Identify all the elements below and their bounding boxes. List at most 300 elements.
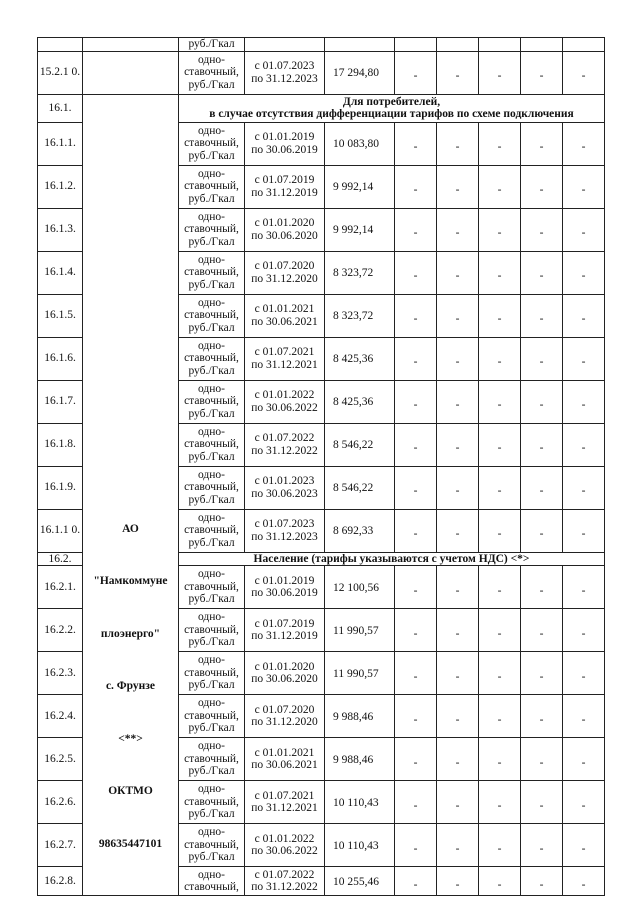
period-cell [245,122,325,165]
unit-cell [179,251,245,294]
unit-label-line: руб./Гкал [188,536,235,549]
dash-cell [437,380,479,423]
unit-label-line: ставочный, [184,137,239,150]
unit-label-line: ставочный, [184,395,239,408]
dash-cell [479,380,521,423]
dash-mark: - [413,442,418,455]
tariff-value: 8 323,72 [325,251,395,294]
empty-cell [563,38,605,52]
unit-label-line: руб./Гкал [188,593,235,606]
period-cell [245,294,325,337]
unit-label-line: одно- [197,568,225,581]
row-number: 16.2.2. [38,609,83,652]
dash-cell [563,51,605,94]
period-line: по 31.12.2021 [251,358,318,371]
organization-line: "Намкоммуне [93,575,168,587]
dash-cell [521,423,563,466]
unit-label-line: руб./Гкал [188,192,235,205]
section-title [179,94,605,122]
dash-cell [437,466,479,509]
section-row [38,94,605,122]
unit-label-line: ставочный, [184,524,239,537]
empty-cell [521,38,563,52]
dash-cell [563,122,605,165]
row-number: 16.1.4. [38,251,83,294]
dash-mark: - [455,799,460,812]
dash-cell [479,251,521,294]
tariff-value: 17 294,80 [325,51,395,94]
dash-cell [395,423,437,466]
period-cell [245,337,325,380]
dash-mark: - [539,485,544,498]
dash-mark: - [413,399,418,412]
period-cell [245,867,325,896]
organization-line: 98635447101 [98,837,163,850]
organization-line: АО [122,522,139,535]
unit-label-line: руб./Гкал [188,679,235,692]
dash-cell [521,867,563,896]
dash-mark: - [497,485,502,498]
row-number: 16.2.7. [38,824,83,867]
unit-label-line: руб./Гкал [188,493,235,506]
dash-mark: - [497,713,502,726]
unit-cell [179,695,245,738]
dash-cell [479,423,521,466]
dash-mark: - [455,227,460,240]
row-number: 16.1.1. [38,122,83,165]
tariff-value: 8 323,72 [325,294,395,337]
dash-mark: - [539,756,544,769]
dash-cell [437,165,479,208]
period-line: по 31.12.2020 [251,716,318,728]
dash-mark: - [455,141,460,154]
dash-cell [479,165,521,208]
empty-cell [395,38,437,52]
unit-label-line: одно- [197,740,225,753]
period-cell [245,609,325,652]
dash-mark: - [539,442,544,455]
dash-mark: - [413,70,418,83]
dash-mark: - [455,842,460,855]
tariff-value: 12 100,56 [325,566,395,609]
unit-cell [179,165,245,208]
dash-mark: - [539,670,544,683]
dash-cell [563,781,605,824]
row-number: 16.1.5. [38,294,83,337]
dash-cell [521,824,563,867]
dash-mark: - [497,584,502,597]
dash-cell [563,509,605,552]
dash-cell [479,695,521,738]
organization-line: ОКТМО [108,785,153,797]
dash-mark: - [581,627,586,640]
dash-mark: - [581,584,586,597]
row-number: 16.1.6. [38,337,83,380]
unit-label-line: ставочный, [184,180,239,193]
period-line: с 01.01.2022 [254,832,315,845]
unit-label-line: ставочный, [184,709,239,722]
unit-label-line: одно- [197,654,225,667]
period-line: по 31.12.2020 [251,272,318,285]
period-cell [245,509,325,552]
dash-cell [437,122,479,165]
dash-cell [521,509,563,552]
period-line: с 01.07.2022 [254,432,315,444]
organization-cell [83,94,179,896]
dash-cell [479,208,521,251]
organization-name [83,95,178,851]
section-title-line: в случае отсутствия дифференциации тарифов по схеме подключения [209,108,574,120]
dash-cell [563,867,605,896]
dash-mark: - [455,528,460,541]
dash-mark: - [539,842,544,855]
period-line: с 01.07.2020 [254,703,315,716]
unit-cell [179,208,245,251]
dash-cell [563,208,605,251]
dash-mark: - [581,313,586,326]
section-title: Население (тарифы указываются с учетом НДС) <*> [179,552,605,566]
period-line: с 01.07.2019 [254,174,315,186]
dash-mark: - [581,756,586,769]
dash-mark: - [497,799,502,812]
unit-cell [179,337,245,380]
row-number: 15.2.1 0. [38,51,83,94]
dash-mark: - [497,356,502,369]
tariff-value: 9 992,14 [325,165,395,208]
unit-cell [179,51,245,94]
period-line: с 01.07.2020 [254,260,315,272]
dash-cell [479,609,521,652]
dash-mark: - [539,713,544,726]
organization-cell-prev [83,51,179,94]
dash-cell [437,337,479,380]
period-cell [245,165,325,208]
dash-cell [521,380,563,423]
dash-cell [563,294,605,337]
organization-line: <**> [118,732,143,745]
dash-mark: - [581,799,586,812]
unit-cell [179,824,245,867]
dash-cell [395,566,437,609]
dash-cell [479,51,521,94]
dash-cell [479,294,521,337]
dash-cell [395,652,437,695]
period-cell [245,208,325,251]
dash-mark: - [413,842,418,855]
period-line: по 30.06.2023 [251,487,318,500]
unit-label-line: одно- [197,296,225,309]
row-number: 16.2.1. [38,566,83,609]
unit-label-line: одно- [197,468,225,481]
dash-mark: - [581,270,586,283]
dash-mark: - [581,141,586,154]
unit-label-line: руб./Гкал [188,78,235,91]
dash-mark: - [581,670,586,683]
dash-mark: - [497,270,502,283]
dash-mark: - [581,528,586,541]
dash-cell [479,466,521,509]
dash-cell [479,867,521,896]
tariff-value: 8 692,33 [325,509,395,552]
tariff-value: 8 546,22 [325,423,395,466]
row-number: 16.1.7. [38,380,83,423]
period-line: по 31.12.2021 [251,802,318,814]
dash-cell [563,337,605,380]
period-line: по 31.12.2022 [251,881,318,893]
dash-mark: - [413,227,418,240]
dash-mark: - [581,842,586,855]
dash-cell [521,51,563,94]
dash-cell [395,337,437,380]
dash-cell [479,122,521,165]
dash-cell [395,781,437,824]
dash-mark: - [413,485,418,498]
unit-label-line: ставочный, [184,881,239,893]
dash-cell [563,695,605,738]
unit-label-line: ставочный, [184,266,239,279]
unit-label-line: руб./Гкал [188,149,235,162]
tariff-value: 8 425,36 [325,380,395,423]
tariff-value: 10 110,43 [325,781,395,824]
period-cell [245,380,325,423]
dash-cell [437,652,479,695]
table-row [38,38,605,52]
tariff-value: 10 083,80 [325,122,395,165]
unit-cell [179,466,245,509]
unit-cell [179,738,245,781]
dash-mark: - [497,528,502,541]
dash-cell [395,251,437,294]
unit-label-line: одно- [197,425,225,438]
unit-label-line: одно- [197,339,225,352]
dash-cell [437,781,479,824]
dash-cell [395,380,437,423]
dash-mark: - [539,584,544,597]
unit-label-line: одно- [197,53,225,66]
dash-mark: - [581,227,586,240]
dash-mark: - [497,399,502,412]
row-number: 16.1.8. [38,423,83,466]
dash-cell [437,566,479,609]
tariff-value: 8 546,22 [325,466,395,509]
dash-mark: - [455,670,460,683]
row-number: 16.2.3. [38,652,83,695]
dash-mark: - [497,842,502,855]
dash-cell [563,738,605,781]
dash-mark: - [413,713,418,726]
unit-label-line: одно- [197,511,225,524]
tariff-value: 9 992,14 [325,208,395,251]
unit-cell [179,122,245,165]
unit-label-line: одно- [197,868,225,881]
empty-cell [437,38,479,52]
unit-label-line: одно- [197,382,225,395]
dash-mark: - [413,627,418,640]
unit-label-line: руб./Гкал [188,364,235,377]
dash-mark: - [455,878,460,891]
dash-cell [437,867,479,896]
dash-cell [437,51,479,94]
dash-cell [437,423,479,466]
tariff-table-body [38,38,605,896]
dash-cell [521,781,563,824]
dash-mark: - [455,713,460,726]
dash-cell [479,509,521,552]
dash-mark: - [455,399,460,412]
dash-mark: - [497,313,502,326]
period-line: по 31.12.2023 [251,530,318,543]
unit-label-line: одно- [197,167,225,180]
dash-mark: - [539,356,544,369]
unit-label-line: руб./Гкал [188,235,235,248]
unit-label-line: ставочный, [184,580,239,593]
dash-mark: - [497,756,502,769]
period-line: с 01.01.2020 [254,217,315,229]
section-number: 16.2. [38,552,83,566]
dash-mark: - [413,356,418,369]
dash-cell [521,294,563,337]
unit-label-line: ставочный, [184,352,239,365]
unit-label-line: руб./Гкал [188,321,235,334]
period-line: с 01.01.2019 [254,574,315,587]
dash-mark: - [539,227,544,240]
dash-mark: - [497,627,502,640]
unit-label-line: ставочный, [184,481,239,494]
dash-mark: - [539,528,544,541]
dash-cell [563,165,605,208]
period-line: с 01.07.2021 [254,789,315,802]
dash-cell [521,695,563,738]
tariff-value: 9 988,46 [325,738,395,781]
dash-cell [521,652,563,695]
dash-cell [395,609,437,652]
dash-mark: - [413,799,418,812]
unit-cell [179,423,245,466]
dash-mark: - [497,670,502,683]
unit-label-line: одно- [197,826,225,839]
dash-cell [437,609,479,652]
dash-cell [563,824,605,867]
section-number: 16.1. [38,94,83,122]
period-line: по 30.06.2021 [251,759,318,771]
section-title-line: Для потребителей, [342,95,441,108]
dash-mark: - [455,584,460,597]
period-cell [245,423,325,466]
empty-cell [479,38,521,52]
tariff-table [37,37,605,896]
row-number: 16.2.8. [38,867,83,896]
dash-cell [395,294,437,337]
dash-cell [521,566,563,609]
dash-mark: - [581,399,586,412]
dash-mark: - [455,756,460,769]
row-number: 16.1.3. [38,208,83,251]
dash-cell [395,867,437,896]
tariff-value: 9 988,46 [325,695,395,738]
unit-label-line: одно- [197,611,225,624]
period-line: с 01.01.2019 [254,131,315,143]
dash-cell [563,380,605,423]
dash-mark: - [539,141,544,154]
period-line: по 31.12.2023 [251,72,318,85]
dash-mark: - [539,313,544,326]
dash-mark: - [413,270,418,283]
dash-cell [437,695,479,738]
dash-mark: - [497,878,502,891]
dash-mark: - [413,670,418,683]
period-line: по 31.12.2022 [251,444,318,457]
unit-cell [179,867,245,896]
dash-mark: - [581,485,586,498]
dash-mark: - [539,878,544,891]
period-line: по 31.12.2019 [251,630,318,642]
dash-cell [563,251,605,294]
organization-cell-top [83,38,179,52]
period-line: по 30.06.2022 [251,401,318,414]
unit-label-line: ставочный, [184,795,239,808]
dash-cell [437,509,479,552]
dash-mark: - [455,485,460,498]
unit-label-line: ставочный, [184,66,239,79]
dash-mark: - [539,799,544,812]
unit-label-line: руб./Гкал [188,722,235,735]
dash-mark: - [497,184,502,197]
unit-label-line: руб./Гкал [188,765,235,778]
dash-mark: - [581,70,586,83]
unit-cell [179,509,245,552]
dash-mark: - [455,627,460,640]
unit-label-line: ставочный, [184,623,239,636]
period-cell [245,652,325,695]
dash-mark: - [413,584,418,597]
period-cell [245,251,325,294]
row-number: 16.2.4. [38,695,83,738]
dash-mark: - [413,878,418,891]
tariff-value: 10 255,46 [325,867,395,896]
dash-mark: - [455,313,460,326]
value-cell [325,38,395,52]
period-cell [245,738,325,781]
dash-cell [395,509,437,552]
period-line: по 30.06.2021 [251,315,318,328]
row-number: 16.1.1 0. [38,509,83,552]
unit-label-line: руб./Гкал [188,636,235,649]
organization-line: с. Фрунзе [105,680,156,692]
dash-cell [479,566,521,609]
dash-mark: - [455,442,460,455]
dash-mark: - [413,141,418,154]
dash-mark: - [497,141,502,154]
unit-label-line: ставочный, [184,838,239,851]
dash-mark: - [581,442,586,455]
period-line: по 30.06.2022 [251,845,318,857]
unit-cell [179,609,245,652]
period-line: с 01.07.2022 [254,868,315,881]
period-line: с 01.07.2019 [254,617,315,630]
dash-cell [521,609,563,652]
period-cell [245,824,325,867]
dash-cell [521,165,563,208]
unit-label-line: одно- [197,783,225,796]
period-cell [245,466,325,509]
dash-mark: - [455,356,460,369]
period-line: с 01.01.2020 [254,660,315,673]
dash-cell [521,208,563,251]
dash-cell [395,165,437,208]
dash-cell [437,208,479,251]
dash-cell [521,337,563,380]
dash-mark: - [413,313,418,326]
